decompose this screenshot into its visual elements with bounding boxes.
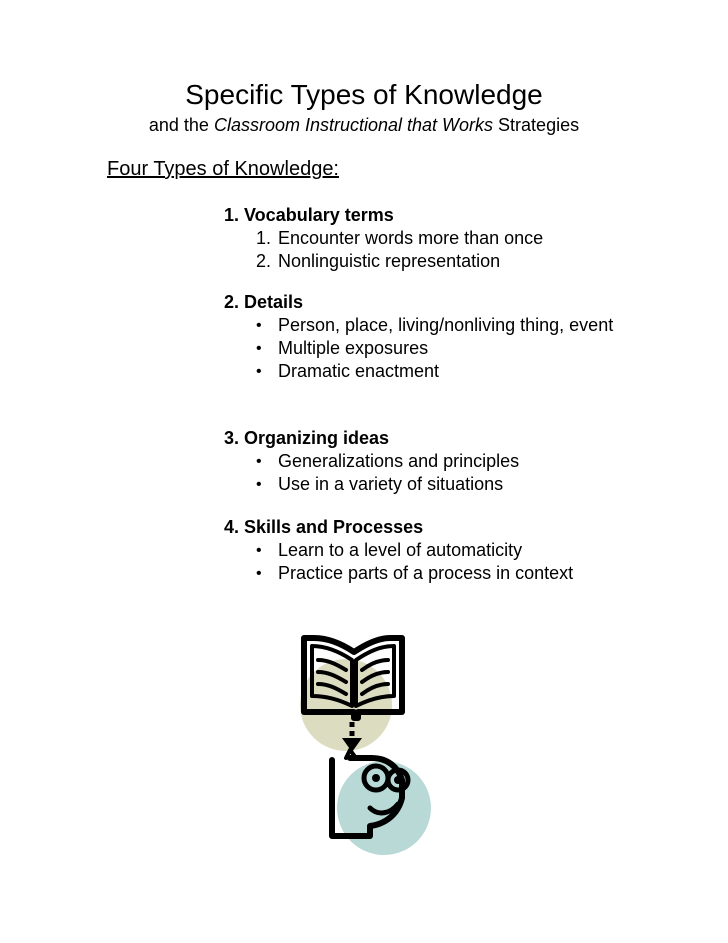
list-number: 2. [256,251,272,271]
list-item [224,250,624,273]
list-number: 1. [256,228,272,248]
section-heading: 4. Skills and Processes [224,517,424,537]
head-background-circle [337,761,431,855]
list-item [224,314,624,337]
list-item [224,337,624,360]
list-item-text: Learn to a level of automaticity [278,540,523,560]
bullet-icon: • [256,565,262,582]
section-heading: 1. Vocabulary terms [224,205,394,225]
list-item-text: Use in a variety of situations [278,474,504,494]
list-item-text: Nonlinguistic representation [278,251,501,271]
section-organizing-ideas [224,427,624,496]
list-item-text: Encounter words more than once [278,228,544,248]
list-item [224,562,624,585]
section-skills-and-processes [224,516,624,585]
list-item-text: Practice parts of a process in context [278,563,574,583]
list-item-text: Generalizations and principles [278,451,520,471]
subtitle-lead: and the [148,115,214,135]
section-intro-heading: Four Types of Knowledge: [107,158,339,180]
section-heading: 2. Details [224,292,304,312]
bullet-icon: • [256,317,262,334]
list-item [224,450,624,473]
bullet-icon: • [256,363,262,380]
list-item [224,360,624,383]
page-subtitle [0,114,728,136]
list-item-text: Person, place, living/nonliving thing, event [278,315,614,335]
subtitle-tail: Strategies [493,115,580,135]
list-item-text: Multiple exposures [278,338,429,358]
bullet-icon: • [256,340,262,357]
section-details [224,291,624,383]
list-item-text: Dramatic enactment [278,361,440,381]
book-to-head-icon [290,630,440,862]
section-heading: 3. Organizing ideas [224,428,390,448]
list-item [224,473,624,496]
section-vocabulary-terms [224,204,624,273]
bullet-icon: • [256,476,262,493]
page-title: Specific Types of Knowledge [185,79,543,110]
list-item [224,227,624,250]
subtitle-book-title: Classroom Instructional that Works [213,115,494,135]
bullet-icon: • [256,453,262,470]
bullet-icon: • [256,542,262,559]
list-item [224,539,624,562]
